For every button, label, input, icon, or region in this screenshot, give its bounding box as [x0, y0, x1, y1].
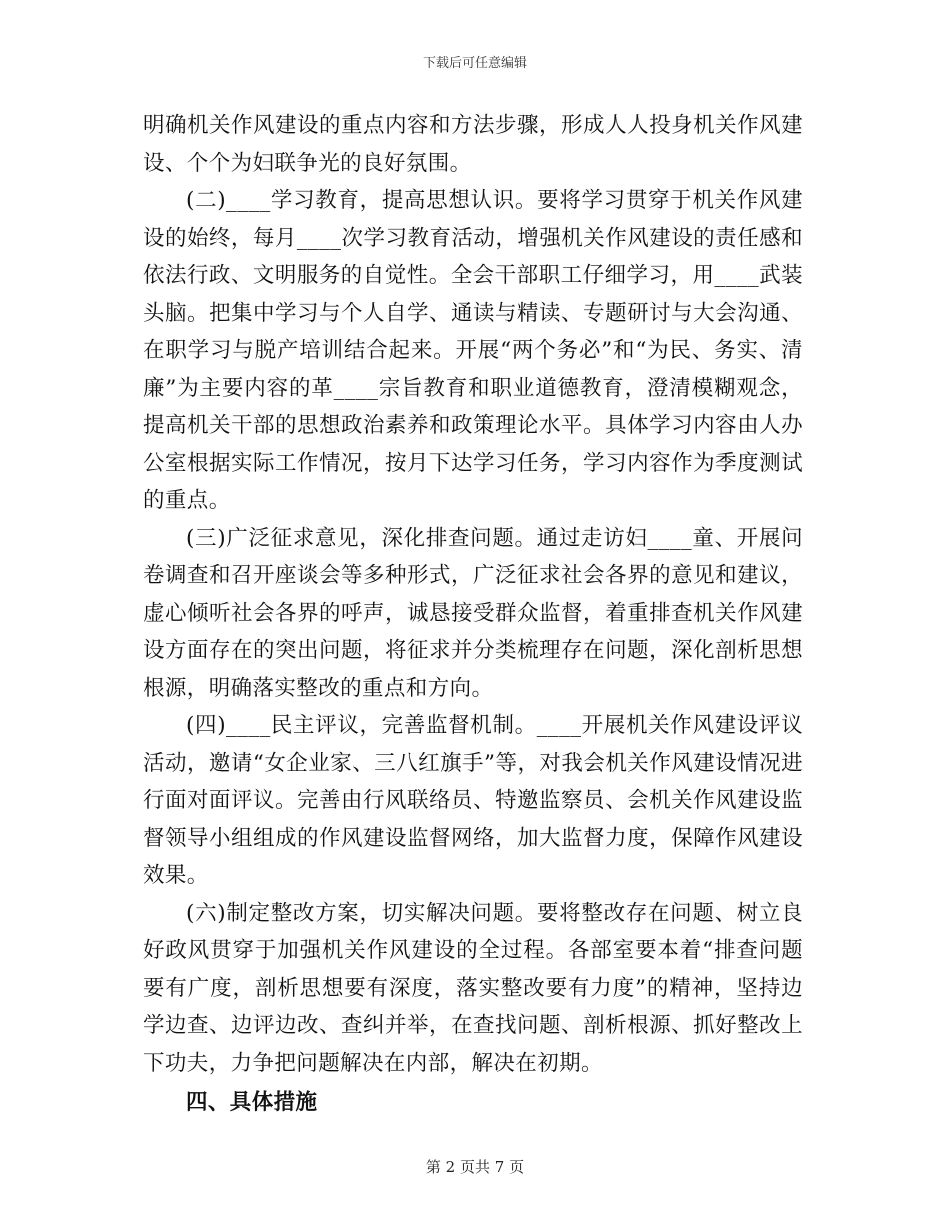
paragraph-democratic-review: (四)____民主评议，完善监督机制。____开展机关作风建设评议活动，邀请“女企业家、三八红旗手”等，对我会机关作风建设情况进行面对面评议。完善由行风联络员、特邀监察员、会机关作风建设监督领导小组组成的作风建设监督网络，加大监督力度，保障作风建设效果。 [143, 713, 803, 888]
page-number: 第 2 页共 7 页 [425, 1158, 525, 1176]
paragraph-study-education: (二)____学习教育，提高思想认识。要将学习贯穿于机关作风建设的始终，每月____次学习教育活动，增强机关作风建设的责任感和依法行政、文明服务的自觉性。全会干部职工仔细学习，用____武装头脑。把集中学习与个人自学、通读与精读、专题研讨与大会沟通、在职学习与脱产培训结合起来。开展“两个务必”和“为民、务实、清廉”为主要内容的革____宗旨教育和职业道德教育，澄清模糊观念，提高机关干部的思想政治素养和政策理论水平。具体学习内容由人办公室根据实际工作情况，按月下达学习任务，学习内容作为季度测试的重点。 [143, 188, 803, 513]
paragraph-rectification-plan: (六)制定整改方案，切实解决问题。要将整改存在问题、树立良好政风贯穿于加强机关作风建设的全过程。各部室要本着“排查问题要有广度，剖析思想要有深度，落实整改要有力度”的精神，坚持边学边查、边评边改、查纠并举，在查找问题、剖析根源、抓好整改上下功夫，力争把问题解决在内部，解决在初期。 [143, 900, 803, 1076]
paragraph-continuation: 明确机关作风建设的重点内容和方法步骤，形成人人投身机关作风建设、个个为妇联争光的良好氛围。 [143, 113, 803, 176]
paragraph-solicit-opinions: (三)广泛征求意见，深化排查问题。通过走访妇____童、开展问卷调查和召开座谈会等多种形式，广泛征求社会各界的意见和建议，虚心倾听社会各界的呼声，诚恳接受群众监督，着重排查机关作风建设方面存在的突出问题，将征求并分类梳理存在问题，深化剖析思想根源，明确落实整改的重点和方向。 [143, 525, 803, 701]
page-header: 下载后可任意编辑 [422, 56, 527, 71]
section-heading: 四、具体措施 [186, 1090, 318, 1115]
document-body [143, 107, 803, 1122]
